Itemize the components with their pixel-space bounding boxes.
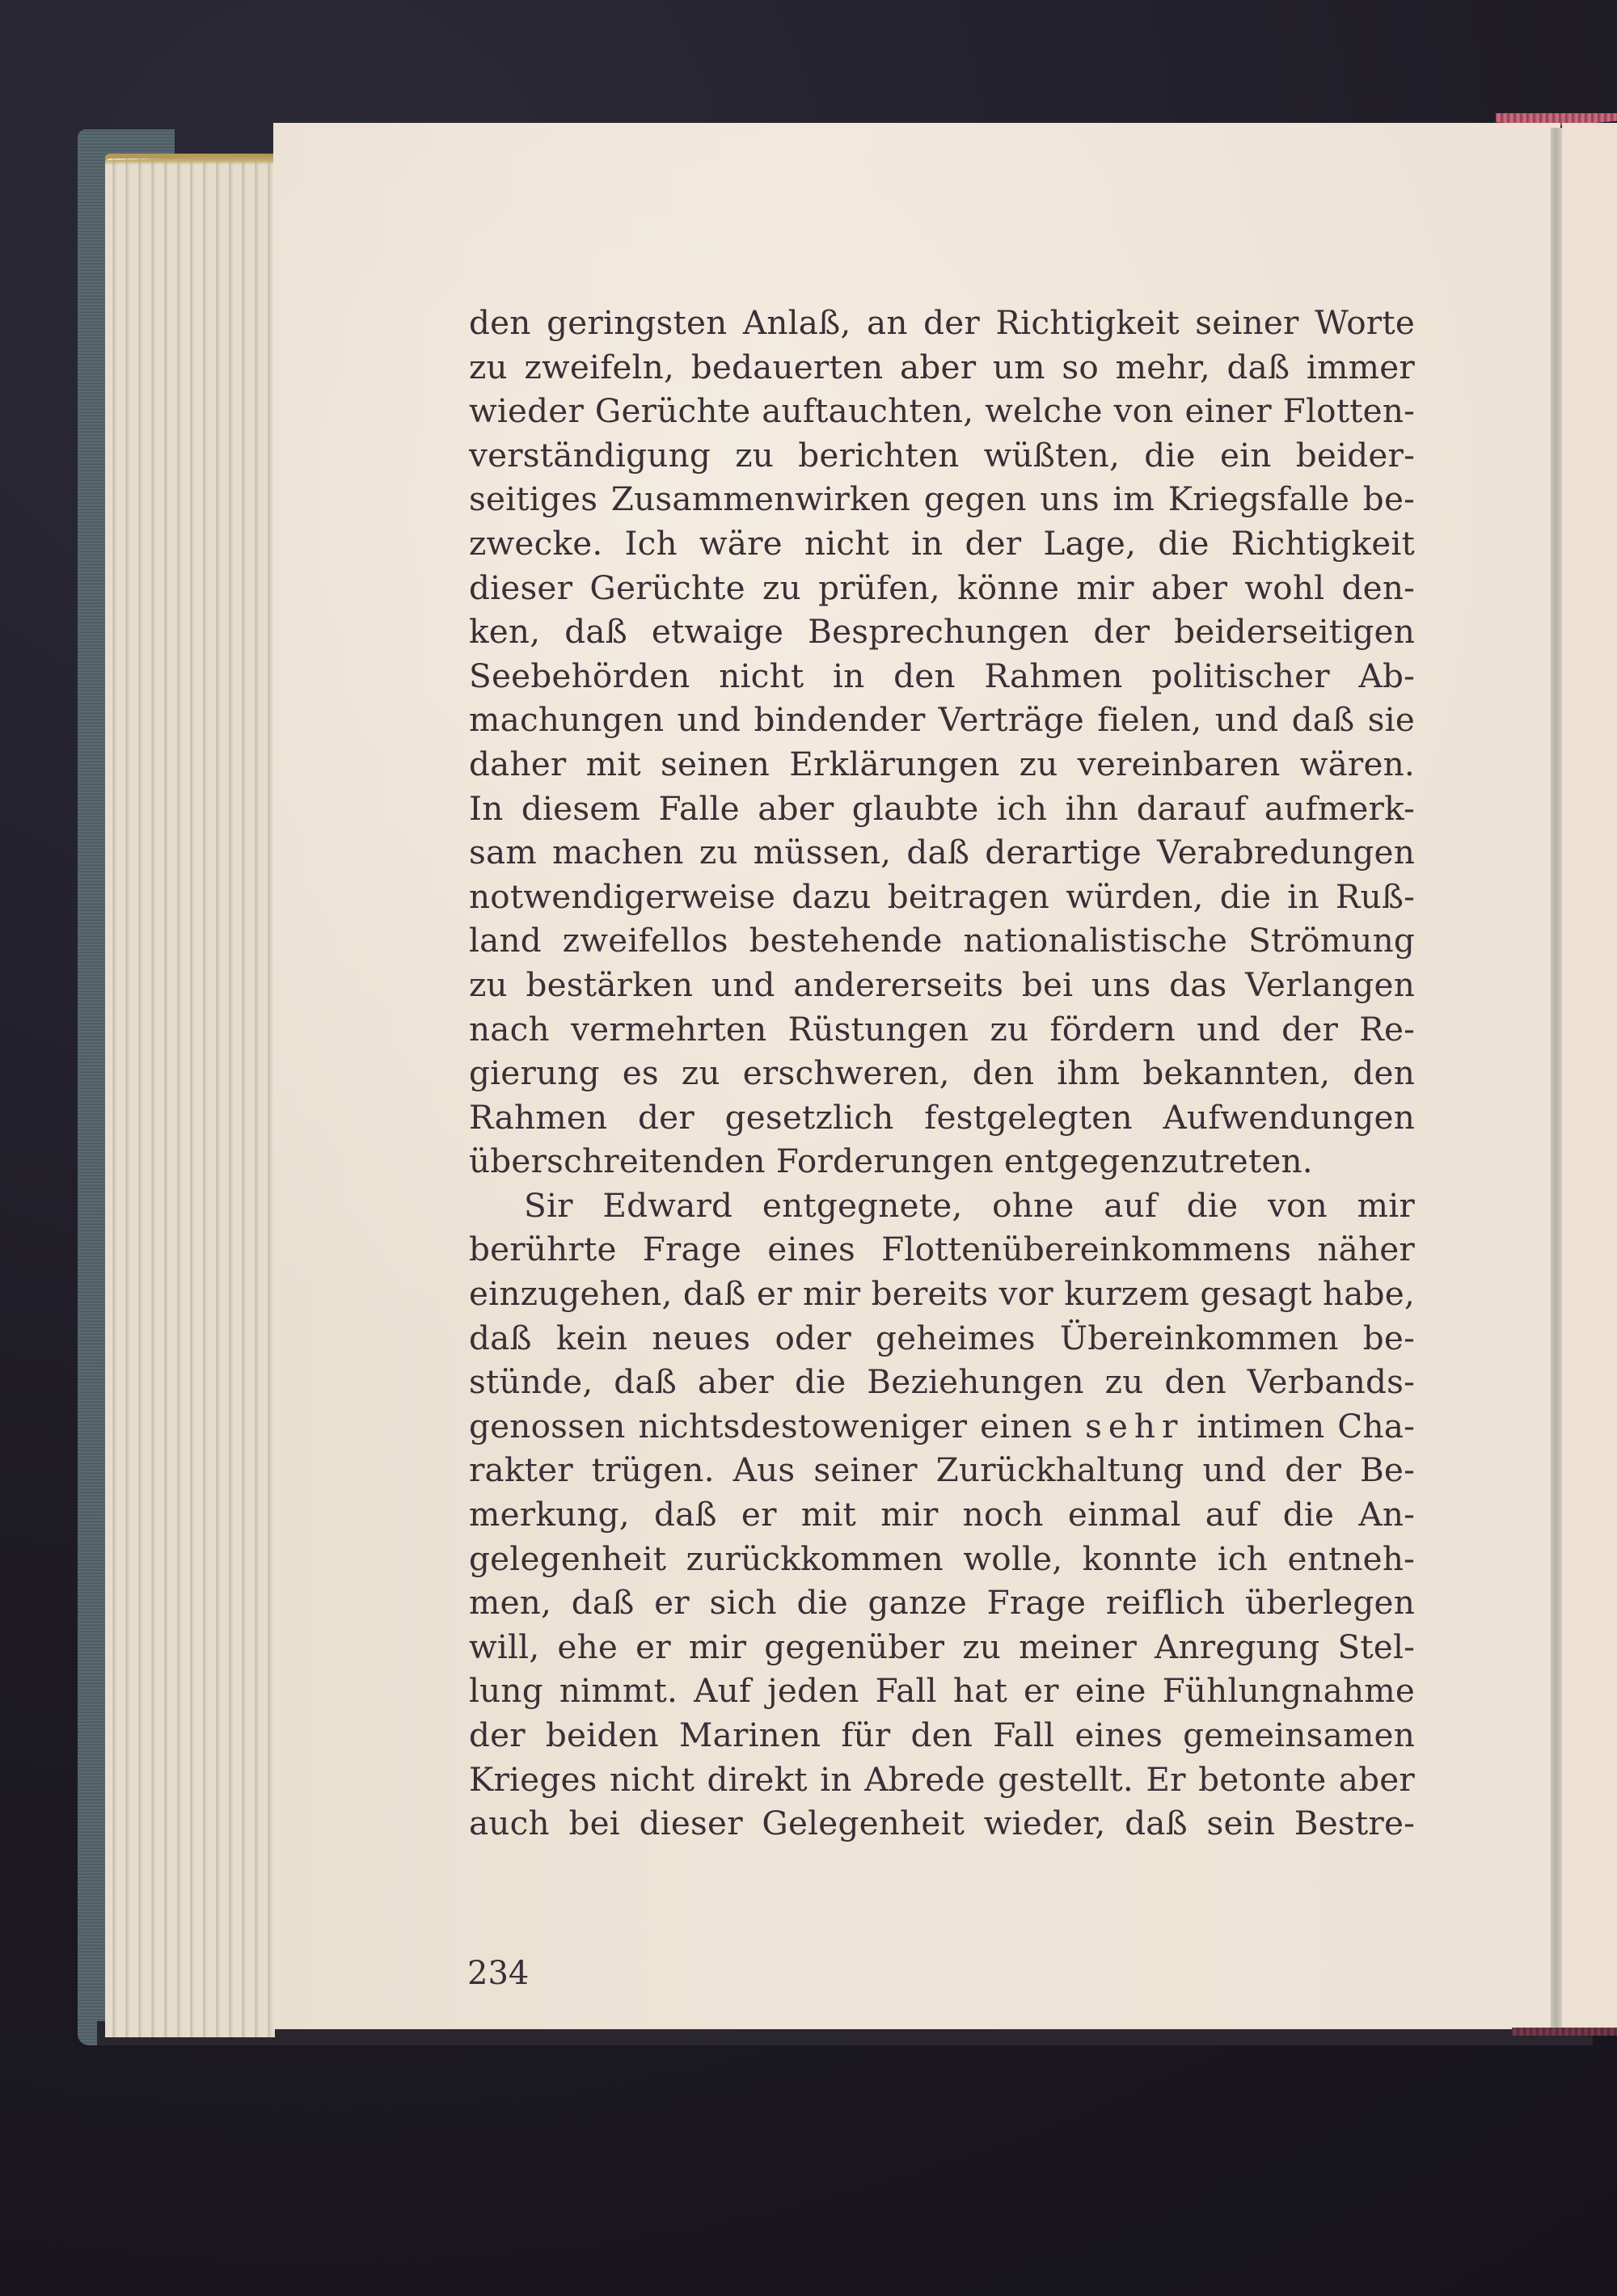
text-line: wieder Gerüchte auftauchten, welche von einer Flotten- [469,391,1415,431]
headband-bottom [1512,2028,1617,2036]
text-line: berührte Frage eines Flottenübereinkommens näher [469,1230,1415,1269]
emphasized-word: sehr [1085,1406,1184,1446]
text-line: In diesem Falle aber glaubte ich ihn darauf aufmerk- [469,788,1415,828]
text-line: Krieges nicht direkt in Abrede gestellt. Er betonte aber [469,1759,1415,1799]
text-line: stünde, daß aber die Beziehungen zu den Verbands- [469,1362,1415,1402]
text-line: einzugehen, daß er mir bereits vor kurzem gesagt habe, [469,1274,1415,1314]
body-text [469,301,1415,1846]
text-line: land zweifellos bestehende nationalistische Strömung [469,921,1415,960]
text-line: merkung, daß er mit mir noch einmal auf die An- [469,1495,1415,1534]
text-line: Rahmen der gesetzlich festgelegten Aufwendungen [469,1097,1415,1137]
text-line: machungen und bindender Verträge fielen, und daß sie [469,700,1415,740]
text-line: genossen nichtsdestoweniger einen sehr intimen Cha- [469,1406,1415,1446]
text-line: den geringsten Anlaß, an der Richtigkeit seiner Worte [469,303,1415,342]
text-line: notwendigerweise dazu beitragen würden, die in Ruß- [469,876,1415,916]
text-line: seitiges Zusammenwirken gegen uns im Kriegsfalle be- [469,479,1415,519]
page-edges-stack [105,154,275,2037]
text-line: zu bestärken und andererseits bei uns das Verlangen [469,964,1415,1004]
paragraph [469,301,1415,1184]
text-line: daher mit seinen Erklärungen zu vereinbaren wären. [469,744,1415,783]
text-line: verständigung zu berichten wüßten, die ein beider- [469,435,1415,475]
text-line: rakter trügen. Aus seiner Zurückhaltung und der Be- [469,1450,1415,1490]
text-line: sam machen zu müssen, daß derartige Verabredungen [469,833,1415,872]
facing-page-edge [1562,123,1617,2029]
text-line: nach vermehrten Rüstungen zu fördern und der Re- [469,1009,1415,1049]
text-line: will, ehe er mir gegenüber zu meiner Anregung Stel- [469,1627,1415,1666]
text-line: überschreitenden Forderungen entgegenzutreten. [469,1142,1313,1181]
book-gutter [1551,128,1562,2028]
paragraph [469,1184,1415,1846]
text-line: gierung es zu erschweren, den ihm bekannten, den [469,1053,1415,1093]
text-line: dieser Gerüchte zu prüfen, könne mir aber wohl den- [469,568,1415,607]
text-line: auch bei dieser Gelegenheit wieder, daß sein Bestre- [469,1804,1415,1843]
text-line: zwecke. Ich wäre nicht in der Lage, die Richtigkeit [469,523,1415,563]
page-number: 234 [467,1955,530,1992]
text-line: zu zweifeln, bedauerten aber um so mehr, daß immer [469,347,1415,386]
text-line: gelegenheit zurückkommen wolle, konnte ich entneh- [469,1538,1415,1578]
text-line: Sir Edward entgegnete, ohne auf die von mir [524,1185,1415,1225]
text-line: ken, daß etwaige Besprechungen der beiderseitigen [469,612,1415,652]
text-line: men, daß er sich die ganze Frage reiflich überlegen [469,1583,1415,1623]
text-line: daß kein neues oder geheimes Übereinkommen be- [469,1318,1415,1357]
text-line: Seebehörden nicht in den Rahmen politischer Ab- [469,656,1415,695]
text-line: lung nimmt. Auf jeden Fall hat er eine Fühlungnahme [469,1671,1415,1711]
text-line: der beiden Marinen für den Fall eines gemeinsamen [469,1716,1415,1754]
